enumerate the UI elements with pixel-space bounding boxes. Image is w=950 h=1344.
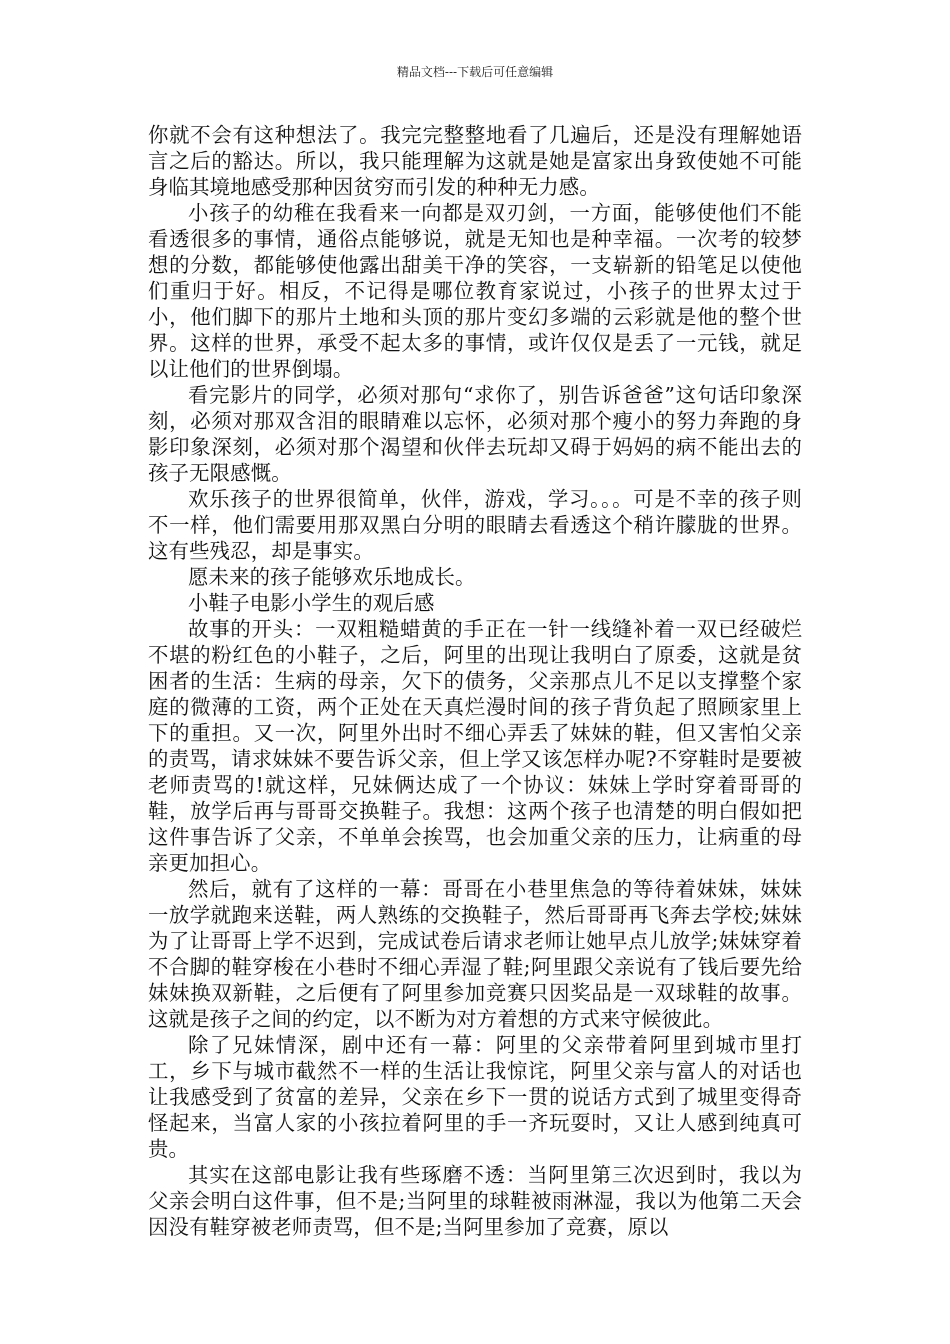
paragraph: 故事的开头：一双粗糙蜡黄的手正在一针一线缝补着一双已经破烂不堪的粉红色的小鞋子，之后，阿里的出现让我明白了原委，这就是贫困者的生活：生病的母亲，欠下的债务，父亲那点儿不足以支撑整个家庭的微薄的工资，两个正处在天真烂漫时间的孩子背负起了照顾家里上下的重担。又一次，阿里外出时不细心弄丢了妹妹的鞋，但又害怕父亲的责骂，请求妹妹不要告诉父亲，但上学又该怎样办呢?不穿鞋时是要被老师责骂的!就这样，兄妹俩达成了一个协议：妹妹上学时穿着哥哥的鞋，放学后再与哥哥交换鞋子。我想：这两个孩子也清楚的明白假如把这件事告诉了父亲，不单单会挨骂，也会加重父亲的压力，让病重的母亲更加担心。	[148, 617, 802, 875]
page-header: 精品文档---下载后可任意编辑	[396, 65, 554, 79]
paragraph: 除了兄妹情深，剧中还有一幕：阿里的父亲带着阿里到城市里打工，乡下与城市截然不一样的生活让我惊诧，阿里父亲与富人的对话也让我感受到了贫富的差异，父亲在乡下一贯的说话方式到了城里变得奇怪起来，当富人家的小孩拉着阿里的手一齐玩耍时，又让人感到纯真可贵。	[148, 1033, 802, 1161]
document-body	[148, 122, 802, 1240]
section-title: 小鞋子电影小学生的观后感	[188, 591, 435, 615]
paragraph: 看完影片的同学，必须对那句“求你了，别告诉爸爸”这句话印象深刻，必须对那双含泪的眼睛难以忘怀，必须对那个瘦小的努力奔跑的身影印象深刻，必须对那个渴望和伙伴去玩却又碍于妈妈的病不能出去的孩子无限感慨。	[148, 383, 802, 485]
paragraph: 然后，就有了这样的一幕：哥哥在小巷里焦急的等待着妹妹，妹妹一放学就跑来送鞋，两人熟练的交换鞋子，然后哥哥再飞奔去学校;妹妹为了让哥哥上学不迟到，完成试卷后请求老师让她早点儿放学;妹妹穿着不合脚的鞋穿梭在小巷时不细心弄湿了鞋;阿里跟父亲说有了钱后要先给妹妹换双新鞋，之后便有了阿里参加竞赛只因奖品是一双球鞋的故事。这就是孩子之间的约定，以不断为对方着想的方式来守候彼此。	[148, 877, 802, 1031]
paragraph: 欢乐孩子的世界很简单，伙伴，游戏，学习。。。可是不幸的孩子则不一样，他们需要用那双黑白分明的眼睛去看透这个稍许朦胧的世界。这有些残忍，却是事实。	[148, 487, 802, 563]
paragraph: 其实在这部电影让我有些琢磨不透：当阿里第三次迟到时，我以为父亲会明白这件事，但不是;当阿里的球鞋被雨淋湿，我以为他第二天会因没有鞋穿被老师责骂，但不是;当阿里参加了竞赛，原以	[148, 1163, 802, 1239]
paragraph: 你就不会有这种想法了。我完完整整地看了几遍后，还是没有理解她语言之后的豁达。所以，我只能理解为这就是她是富家出身致使她不可能身临其境地感受那种因贫穷而引发的种种无力感。	[148, 123, 802, 199]
paragraph: 小孩子的幼稚在我看来一向都是双刃剑，一方面，能够使他们不能看透很多的事情，通俗点能够说，就是无知也是种幸福。一次考的较梦想的分数，都能够使他露出甜美干净的笑容，一支崭新的铅笔足以使他们重归于好。相反，不记得是哪位教育家说过，小孩子的世界太过于小，他们脚下的那片土地和头顶的那片变幻多端的云彩就是他的整个世界。这样的世界，承受不起太多的事情，或许仅仅是丢了一元钱，就足以让他们的世界倒塌。	[148, 201, 802, 381]
paragraph: 愿未来的孩子能够欢乐地成长。	[188, 565, 476, 589]
